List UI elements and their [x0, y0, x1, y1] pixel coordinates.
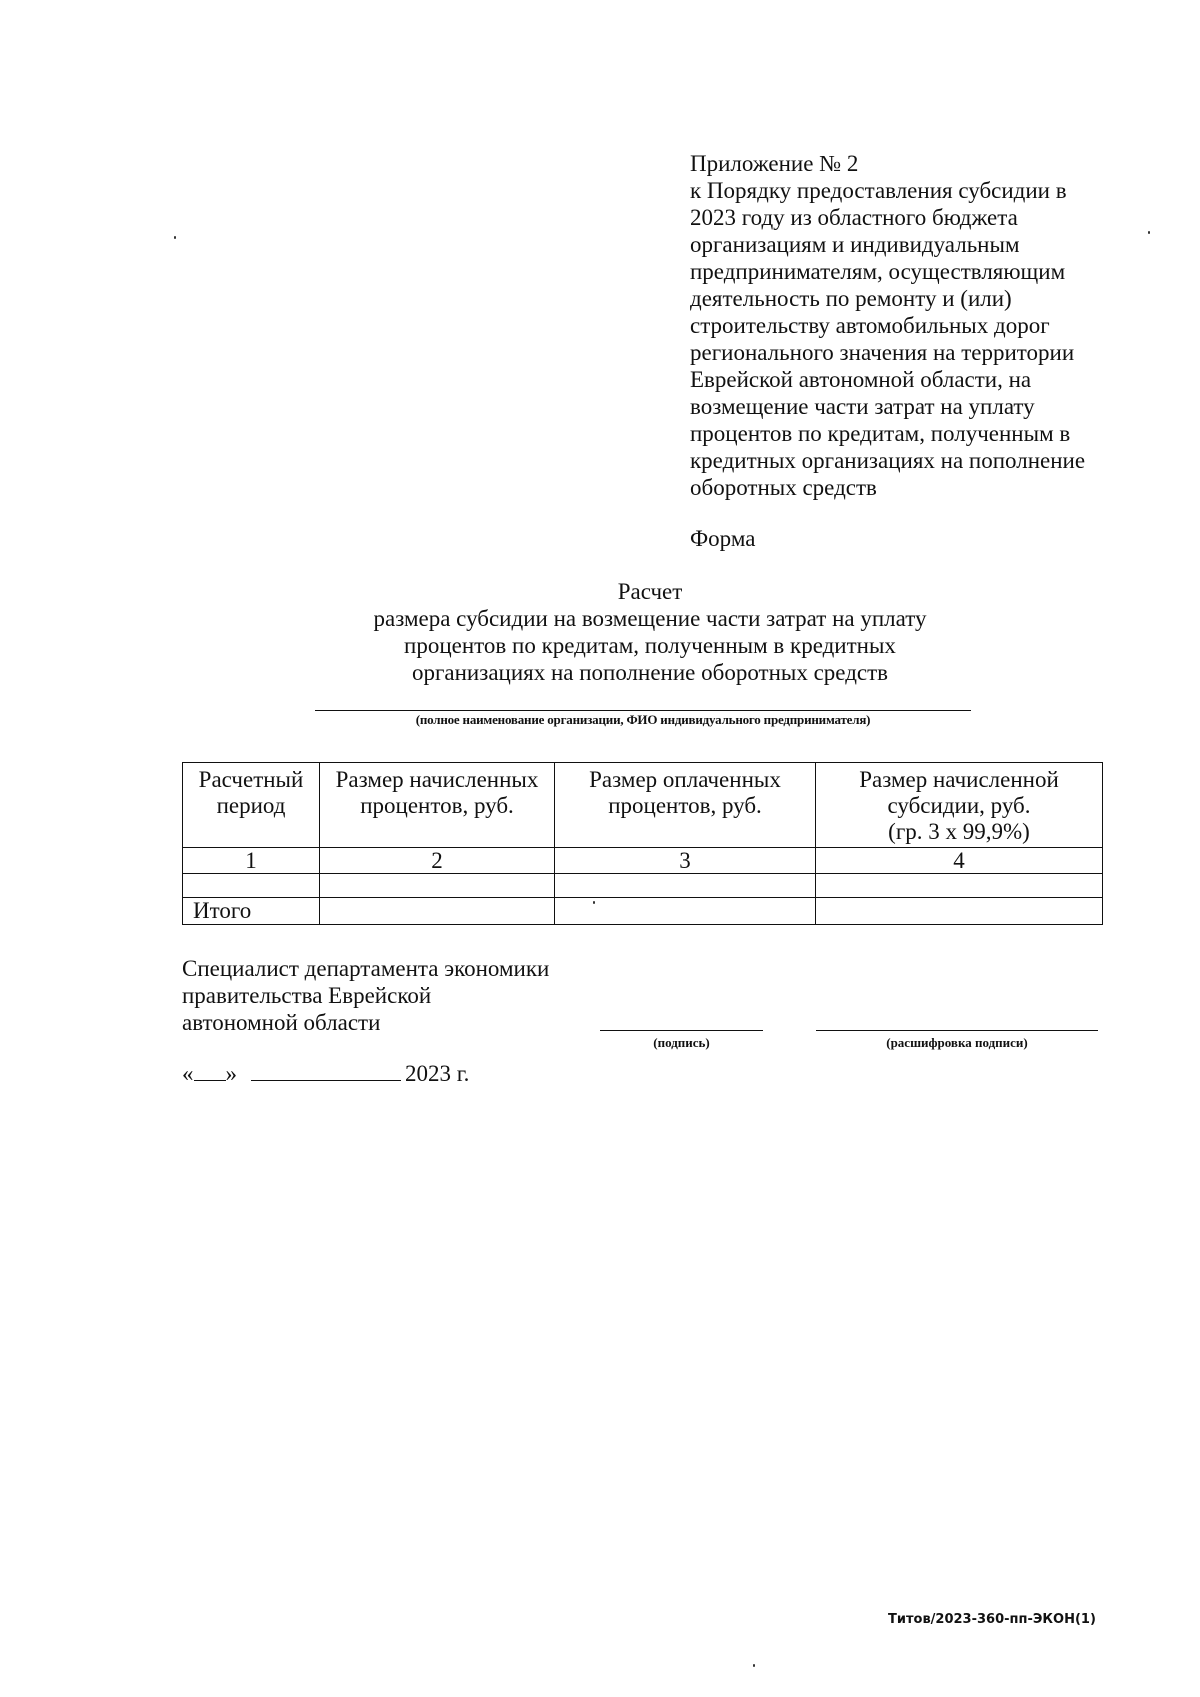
table-cell[interactable] [320, 874, 555, 898]
total-cell[interactable] [320, 898, 555, 925]
header-cell-period: Расчетный период [183, 763, 320, 848]
total-row [183, 898, 1103, 925]
appendix-line: процентов по кредитам, полученным в [690, 421, 1071, 446]
appendix-line: регионального значения на территории [690, 340, 1075, 365]
calculation-table [182, 762, 1103, 925]
form-label: Форма [690, 526, 756, 551]
scan-speck [174, 236, 176, 239]
signature-caption: (подпись) [653, 1035, 710, 1050]
header-cell-accrued-interest: Размер начисленных процентов, руб. [320, 763, 555, 848]
table-row [183, 874, 1103, 898]
appendix-line: кредитных организациях на пополнение [690, 448, 1086, 473]
month-blank[interactable] [251, 1060, 401, 1081]
header-cell-subsidy: Размер начисленной субсидии, руб. (гр. 3 х 99,9%) [816, 763, 1103, 848]
appendix-line: строительству автомобильных дорог [690, 313, 1050, 338]
appendix-line: оборотных средств [690, 475, 877, 500]
signature-line[interactable] [600, 1030, 763, 1031]
specialist-title [182, 955, 549, 1036]
table-cell[interactable] [816, 874, 1103, 898]
calculation-title [300, 578, 1000, 686]
organization-name-line[interactable] [315, 710, 971, 711]
appendix-line: деятельность по ремонту и (или) [690, 286, 1012, 311]
title-line: организациях на пополнение оборотных средств [411, 660, 889, 685]
appendix-line: возмещение части затрат на уплату [690, 394, 1035, 419]
scan-speck [753, 1664, 755, 1667]
organization-name-caption: (полное наименование организации, ФИО индивидуального предпринимателя) [415, 712, 871, 727]
table-cell[interactable] [555, 874, 816, 898]
date-row [182, 1060, 469, 1087]
close-quote: » [225, 1061, 237, 1086]
total-label: Итого [183, 898, 320, 925]
document-code: Титов/2023-360-пп-ЭКОН(1) [888, 1612, 1096, 1627]
column-number: 1 [183, 848, 320, 874]
title-line: процентов по кредитам, полученным в кредитных [404, 633, 896, 658]
column-number: 3 [555, 848, 816, 874]
column-number: 2 [320, 848, 555, 874]
table-header-row [183, 763, 1103, 848]
column-number-row [183, 848, 1103, 874]
column-number: 4 [816, 848, 1103, 874]
title-line: Расчет [617, 579, 683, 604]
appendix-line: Еврейской автономной области, на [690, 367, 1032, 392]
signature-decode-caption: (расшифровка подписи) [886, 1035, 1028, 1050]
scan-speck [1148, 231, 1150, 234]
total-cell[interactable] [816, 898, 1103, 925]
appendix-line: организациям и индивидуальным [690, 232, 1020, 257]
scan-speck [593, 901, 595, 904]
year-text: 2023 г. [405, 1061, 470, 1086]
header-cell-paid-interest: Размер оплаченных процентов, руб. [555, 763, 816, 848]
title-line: размера субсидии на возмещение части затрат на уплату [373, 606, 927, 631]
specialist-line: Специалист департамента экономики [182, 956, 550, 981]
specialist-line: автономной области [182, 1010, 381, 1035]
day-blank[interactable] [194, 1060, 226, 1081]
appendix-line: 2023 году из областного бюджета [690, 205, 1018, 230]
specialist-line: правительства Еврейской [182, 983, 432, 1008]
table-cell[interactable] [183, 874, 320, 898]
open-quote: « [182, 1061, 194, 1086]
appendix-block [690, 150, 1130, 501]
appendix-line: предпринимателям, осуществляющим [690, 259, 1066, 284]
signature-decode-line[interactable] [816, 1030, 1098, 1031]
appendix-line: к Порядку предоставления субсидии в [690, 178, 1067, 203]
appendix-line: Приложение № 2 [690, 151, 859, 176]
